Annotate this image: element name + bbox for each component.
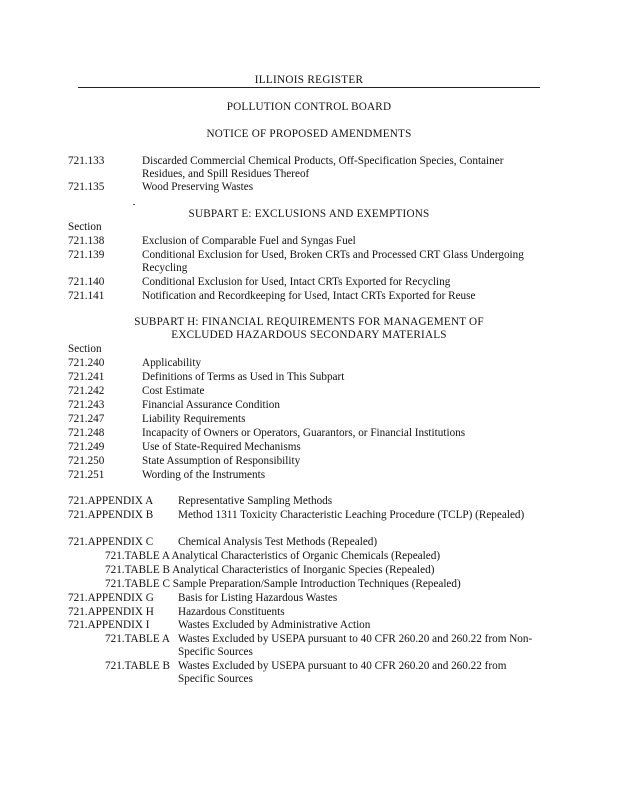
entry-text: State Assumption of Responsibility bbox=[142, 455, 301, 467]
entry-number: 721.249 bbox=[68, 441, 105, 453]
appendix-number: 721.APPENDIX I bbox=[68, 619, 150, 631]
table-entry: 721.TABLE C Sample Preparation/Sample Introduction Techniques (Repealed) bbox=[105, 578, 461, 590]
table-text: Wastes Excluded by USEPA pursuant to 40 CFR 260.20 and 260.22 from Specific Sources bbox=[178, 660, 507, 685]
entry-text: Discarded Commercial Chemical Products, Off-Specification Species, Container Residues, and Spill Residues Thereof bbox=[142, 155, 504, 180]
appendix-number: 721.APPENDIX G bbox=[68, 592, 154, 604]
entry-number: 721.135 bbox=[68, 181, 105, 193]
entry-text: Notification and Recordkeeping for Used, Intact CRTs Exported for Reuse bbox=[142, 290, 476, 302]
table-entry: 721.TABLE A Analytical Characteristics of Organic Chemicals (Repealed) bbox=[105, 550, 441, 562]
board-title: POLLUTION CONTROL BOARD bbox=[226, 101, 392, 113]
notice-title: NOTICE OF PROPOSED AMENDMENTS bbox=[206, 128, 412, 140]
appendix-text: Hazardous Constituents bbox=[178, 606, 285, 618]
entry-text: Conditional Exclusion for Used, Broken CRTs and Processed CRT Glass Undergoing Recycling bbox=[142, 249, 524, 274]
appendix-number: 721.APPENDIX C bbox=[68, 536, 154, 548]
entry-number: 721.248 bbox=[68, 427, 105, 439]
entry-text: Wording of the Instruments bbox=[142, 469, 266, 481]
entry-number: 721.251 bbox=[68, 469, 105, 481]
stray-mark bbox=[133, 204, 135, 205]
subpart-h-title-line2: EXCLUDED HAZARDOUS SECONDARY MATERIALS bbox=[171, 329, 447, 341]
appendix-text: Chemical Analysis Test Methods (Repealed) bbox=[178, 536, 378, 548]
entry-number: 721.250 bbox=[68, 455, 105, 467]
section-label: Section bbox=[68, 221, 102, 233]
table-text: Wastes Excluded by USEPA pursuant to 40 CFR 260.20 and 260.22 from Non-Specific Sources bbox=[178, 633, 533, 658]
table-number: 721.TABLE A bbox=[105, 633, 170, 645]
table-number: 721.TABLE B bbox=[105, 660, 170, 672]
appendix-number: 721.APPENDIX A bbox=[68, 495, 154, 507]
appendix-text: Wastes Excluded by Administrative Action bbox=[178, 619, 371, 631]
entry-number: 721.133 bbox=[68, 155, 105, 167]
appendix-number: 721.APPENDIX H bbox=[68, 606, 154, 618]
subpart-h-title: SUBPART H: FINANCIAL REQUIREMENTS FOR MANAGEMENT OF bbox=[134, 316, 484, 328]
subpart-e-title: SUBPART E: EXCLUSIONS AND EXEMPTIONS bbox=[188, 208, 430, 220]
entry-number: 721.139 bbox=[68, 249, 105, 261]
entry-number: 721.140 bbox=[68, 276, 105, 288]
table-entry: 721.TABLE B Analytical Characteristics of Inorganic Species (Repealed) bbox=[105, 564, 435, 576]
entry-text: Incapacity of Owners or Operators, Guarantors, or Financial Institutions bbox=[142, 427, 466, 439]
appendix-text: Method 1311 Toxicity Characteristic Leaching Procedure (TCLP) (Repealed) bbox=[178, 509, 525, 521]
section-label: Section bbox=[68, 343, 102, 355]
entry-text: Cost Estimate bbox=[142, 385, 205, 397]
appendix-text: Representative Sampling Methods bbox=[178, 495, 333, 507]
entry-number: 721.247 bbox=[68, 413, 105, 425]
entry-text: Financial Assurance Condition bbox=[142, 399, 280, 411]
entry-number: 721.243 bbox=[68, 399, 105, 411]
register-title: ILLINOIS REGISTER bbox=[254, 74, 364, 86]
entry-text: Definitions of Terms as Used in This Subpart bbox=[142, 371, 345, 383]
appendix-number: 721.APPENDIX B bbox=[68, 509, 154, 521]
entry-text: Conditional Exclusion for Used, Intact CRTs Exported for Recycling bbox=[142, 276, 451, 288]
entry-text: Applicability bbox=[142, 357, 202, 369]
entry-text: Liability Requirements bbox=[142, 413, 246, 425]
appendix-text: Basis for Listing Hazardous Wastes bbox=[178, 592, 338, 604]
entry-number: 721.241 bbox=[68, 371, 105, 383]
entry-number: 721.138 bbox=[68, 235, 105, 247]
entry-number: 721.141 bbox=[68, 290, 105, 302]
entry-text: Use of State-Required Mechanisms bbox=[142, 441, 301, 453]
entry-text: Wood Preserving Wastes bbox=[142, 181, 254, 193]
header-rule bbox=[78, 87, 540, 88]
entry-number: 721.240 bbox=[68, 357, 105, 369]
register-header bbox=[78, 74, 540, 87]
entry-number: 721.242 bbox=[68, 385, 105, 397]
entry-text: Exclusion of Comparable Fuel and Syngas Fuel bbox=[142, 235, 356, 247]
